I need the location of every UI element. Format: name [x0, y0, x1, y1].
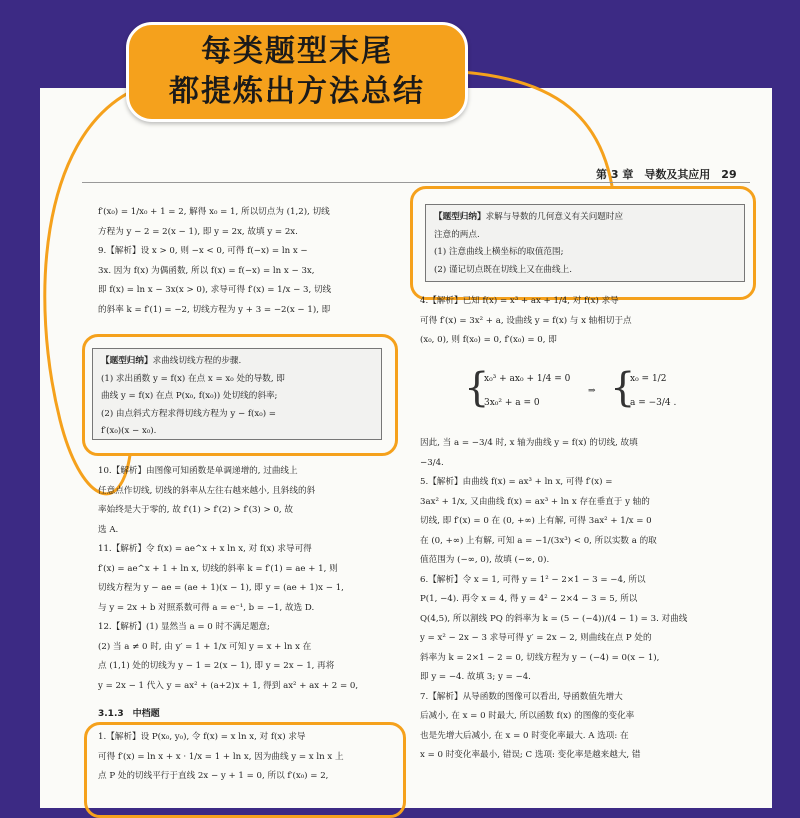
right-brace: {	[610, 365, 636, 411]
highlight-frame-bottom	[84, 722, 406, 818]
text-line: Q(4,5), 所以割线 PQ 的斜率为 k = (5 − (−4))/(4 − 1) = 3. 对曲线	[420, 613, 688, 624]
text-line: 方程为 y − 2 = 2(x − 1), 即 y = 2x, 故填 y = 2x.	[98, 226, 298, 237]
text-line: 9.【解析】设 x > 0, 则 −x < 0, 可得 f(−x) = ln x −	[98, 246, 308, 256]
header-rule	[82, 182, 750, 183]
summary-line: f′(x₀)(x − x₀).	[101, 426, 157, 436]
solution-line: a = −3/4 .	[630, 398, 677, 408]
text-line: 3ax² + 1/x, 又由曲线 f(x) = ax³ + ln x 存在垂直于 y 轴的	[420, 496, 650, 507]
right-column	[420, 292, 745, 351]
text-line: 因此, 当 a = −3/4 时, x 轴为曲线 y = f(x) 的切线, 故填	[420, 438, 638, 448]
summary-line: 注意的两点.	[434, 229, 480, 240]
text-line: (2) 当 a ≠ 0 时, 由 y′ = 1 + 1/x 可知 y = x + ln x 在	[98, 641, 312, 652]
summary-line: (2) 谨记切点既在切线上又在曲线上.	[434, 264, 572, 275]
text-line: 7.【解析】从导函数的图像可以看出, 导函数值先增大	[420, 691, 623, 702]
equation-line: 3x₀² + a = 0	[484, 398, 540, 408]
text-line: 5.【解析】由曲线 f(x) = ax³ + ln x, 可得 f′(x) =	[420, 477, 613, 487]
text-line: 切线, 即 f′(x) = 0 在 (0, +∞) 上有解, 可得 3ax² + 1/x = 0	[420, 516, 652, 526]
section-heading: 3.1.3 中档题	[98, 709, 160, 719]
text-line: 在 (0, +∞) 上有解, 可知 a = −1/(3x³) < 0, 所以实数 a 的取	[420, 535, 657, 546]
text-line: P(1, −4). 再令 x = 4, 得 y = 4² − 2×4 − 3 = 5, 所以	[420, 594, 638, 604]
equation-line: x₀³ + ax₀ + 1/4 = 0	[484, 374, 571, 384]
text-line: 率始终是大于零的, 故 f′(1) > f′(2) > f′(3) > 0, 故	[98, 505, 293, 515]
promo-banner	[126, 22, 468, 122]
text-line: 4.【解析】已知 f(x) = x³ + ax + 1/4, 对 f(x) 求导	[420, 296, 619, 306]
text-line: 12.【解析】(1) 显然当 a = 0 时不满足题意;	[98, 622, 270, 632]
text-line: y = x² − 2x − 3 求导可得 y′ = 2x − 2, 则曲线在点 P 处的	[420, 633, 652, 643]
text-line: 值范围为 (−∞, 0), 故填 (−∞, 0).	[420, 555, 550, 565]
text-line: 11.【解析】令 f(x) = ae^x + x ln x, 对 f(x) 求导可得	[98, 544, 312, 554]
left-column-continued	[98, 462, 388, 696]
text-line: 可得 f′(x) = ln x + x · 1/x = 1 + ln x, 因为曲线 y = x ln x 上	[98, 751, 344, 762]
text-line: 10.【解析】由图像可知函数是单调递增的, 过曲线上	[98, 466, 298, 476]
text-line: 1.【解析】设 P(x₀, y₀), 令 f(x) = x ln x, 对 f(x) 求导	[98, 732, 306, 742]
summary-tag: 【题型归纳】	[434, 212, 486, 222]
right-column-continued	[420, 434, 745, 766]
text-line: x = 0 时变化率最小, 错误; C 选项: 变化率是越来越大, 错	[420, 750, 641, 760]
left-brace: {	[464, 365, 490, 411]
text-line: 的斜率 k = f′(1) = −2, 切线方程为 y + 3 = −2(x − 1), 即	[98, 304, 331, 315]
text-line: 斜率为 k = 2×1 − 2 = 0, 切线方程为 y − (−4) = 0(x − 1),	[420, 652, 660, 663]
solution-line: x₀ = 1/2	[630, 374, 667, 384]
text-line: 3x. 因为 f(x) 为偶函数, 所以 f(x) = f(−x) = ln x − 3x,	[98, 265, 315, 276]
highlight-frame-right	[410, 186, 756, 300]
summary-line: (1) 注意曲线上横坐标的取值范围;	[434, 247, 564, 257]
text-line: f′(x₀) = 1/x₀ + 1 = 2, 解得 x₀ = 1, 所以切点为 (1,2), 切线	[98, 207, 330, 217]
text-line: 6.【解析】令 x = 1, 可得 y = 1² − 2×1 − 3 = −4, 所以	[420, 574, 646, 585]
left-column	[98, 203, 388, 320]
text-line: 点 P 处的切线平行于直线 2x − y + 1 = 0, 所以 f′(x₀) = 2,	[98, 771, 329, 781]
text-line: 即 y = −4. 故填 3; y = −4.	[420, 672, 531, 682]
highlight-frame-left	[82, 334, 398, 456]
text-line: f′(x) = ae^x + 1 + ln x, 切线的斜率 k = f′(1) = ae + 1, 则	[98, 563, 338, 574]
chapter-header: 第 3 章 导数及其应用 29	[596, 168, 737, 181]
text-line: 任意点作切线, 切线的斜率从左往右越来越小, 且斜线的斜	[98, 485, 316, 496]
implies-arrow: ⇒	[588, 386, 596, 396]
banner-line-1: 每类题型末尾	[201, 34, 393, 69]
summary-title: 求曲线切线方程的步骤.	[152, 356, 242, 366]
text-line: 与 y = 2x + b 对照系数可得 a = e⁻¹, b = −1, 故选 D.	[98, 602, 315, 613]
text-line: 后减小, 在 x = 0 时最大, 所以函数 f(x) 的图像的变化率	[420, 711, 635, 721]
summary-line: (2) 由点斜式方程求得切线方程为 y − f(x₀) =	[101, 408, 276, 419]
banner-line-2: 都提炼出方法总结	[169, 74, 425, 109]
text-line: 即 f(x) = ln x − 3x(x > 0), 求导可得 f′(x) = 1/x − 3, 切线	[98, 285, 332, 295]
text-line: y = 2x − 1 代入 y = ax² + (a+2)x + 1, 得到 ax² + ax + 2 = 0,	[98, 680, 359, 691]
text-line: (x₀, 0), 则 f(x₀) = 0, f′(x₀) = 0, 即	[420, 335, 557, 345]
text-line: 切线方程为 y − ae = (ae + 1)(x − 1), 即 y = (ae + 1)x − 1,	[98, 583, 344, 593]
text-line: 可得 f′(x) = 3x² + a, 设曲线 y = f(x) 与 x 轴相切于点	[420, 315, 632, 326]
summary-line: 曲线 y = f(x) 在点 P(x₀, f(x₀)) 处切线的斜率;	[101, 391, 278, 401]
text-line: −3/4.	[420, 457, 444, 468]
text-line: 选 A.	[98, 524, 119, 535]
summary-line: (1) 求出函数 y = f(x) 在点 x = x₀ 处的导数, 即	[101, 373, 285, 384]
text-line: 也是先增大后减小, 在 x = 0 时变化率最大. A 选项: 在	[420, 730, 629, 741]
summary-title: 求解与导数的几何意义有关问题时应	[485, 212, 624, 222]
text-line: 点 (1,1) 处的切线为 y − 1 = 2(x − 1), 即 y = 2x − 1, 再将	[98, 661, 335, 671]
summary-tag: 【题型归纳】	[101, 356, 153, 366]
